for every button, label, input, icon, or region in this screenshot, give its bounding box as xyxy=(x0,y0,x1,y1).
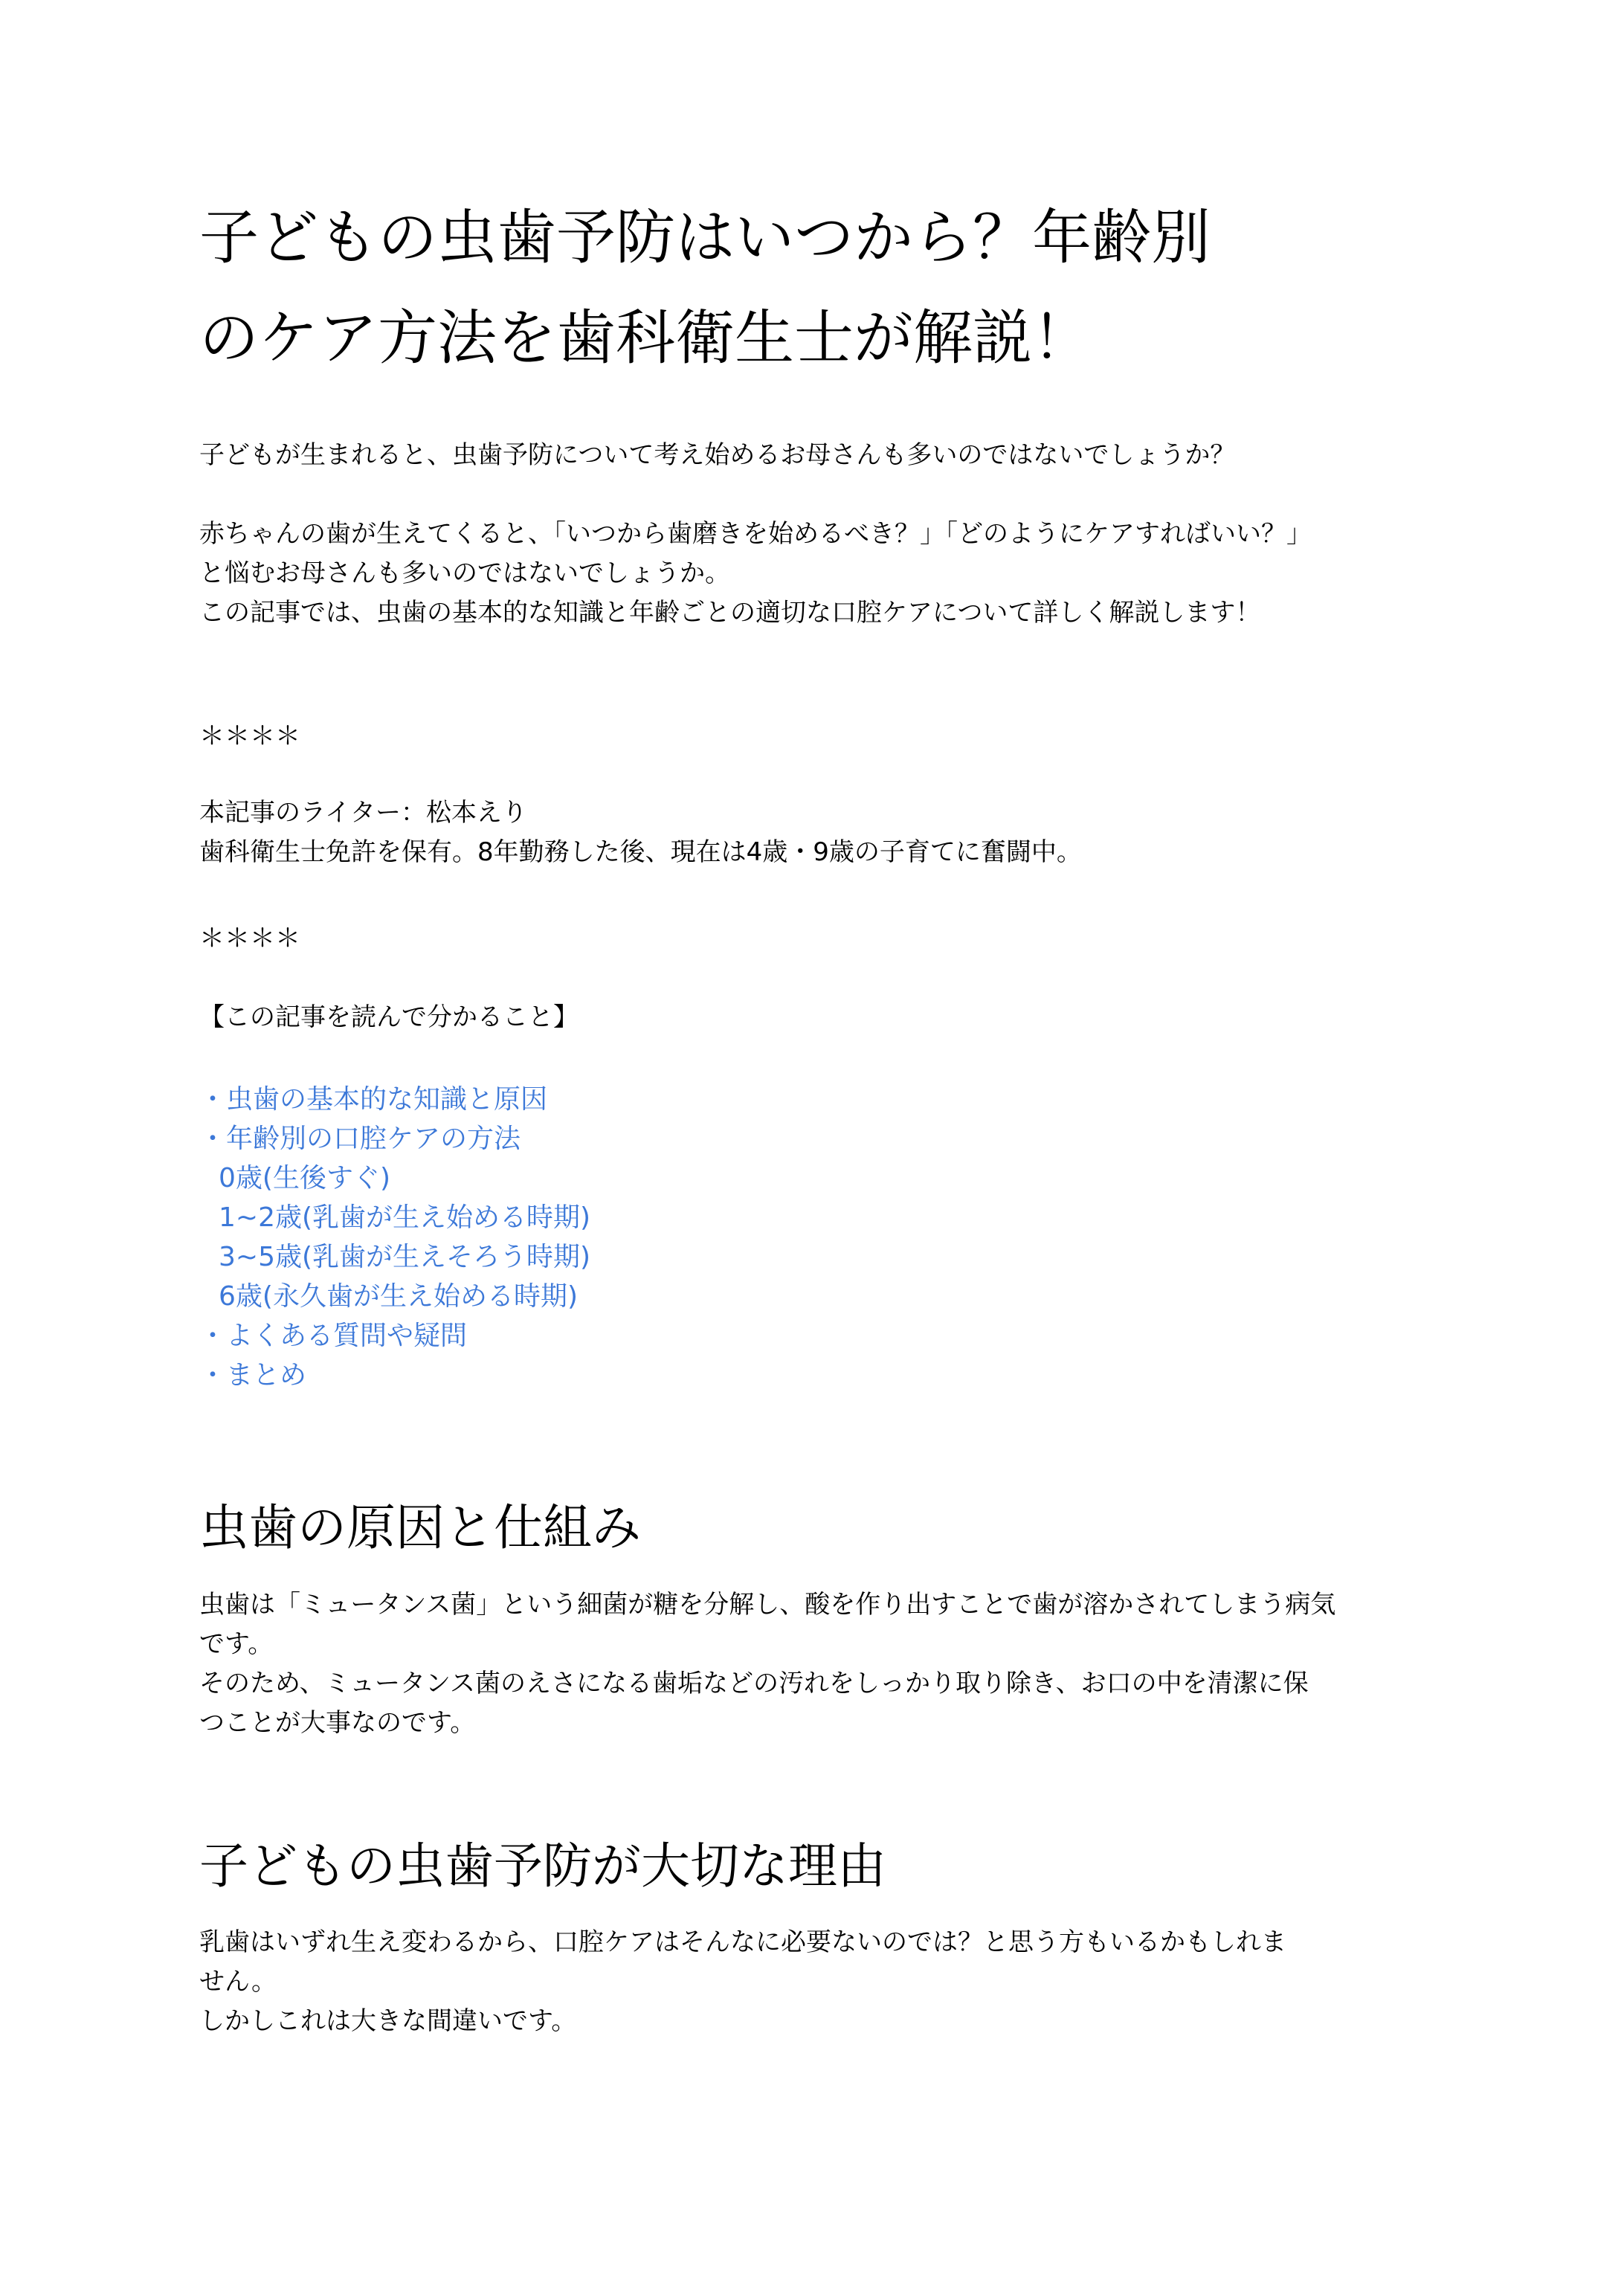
section-heading-importance: 子どもの虫歯予防が大切な理由 xyxy=(199,1837,886,1895)
writer-name: 本記事のライター：松本えり xyxy=(199,798,527,828)
intro-paragraph-1: 子どもが生まれると、虫歯予防について考え始めるお母さんも多いのではないでしょうか？ xyxy=(199,440,1236,470)
section1-line-4: つことが大事なのです。 xyxy=(199,1708,476,1738)
section2-line-3: しかしこれは大きな間違いです。 xyxy=(199,2006,577,2036)
section1-line-2: です。 xyxy=(199,1629,274,1659)
intro-paragraph-2-line-2: と悩むお母さんも多いのではないでしょうか。 xyxy=(199,558,730,588)
separator-1: ＊＊＊＊ xyxy=(199,721,300,751)
toc-link-summary[interactable]: ・まとめ xyxy=(199,1360,307,1391)
page-title-line-1: 子どもの虫歯予防はいつから？年齢別 xyxy=(199,203,1211,272)
toc-link-age-6[interactable]: 6歳(永久歯が生え始める時期) xyxy=(219,1281,578,1312)
writer-bio: 歯科衛生士免許を保有。8年勤務した後、現在は4歳・9歳の子育てに奮闘中。 xyxy=(199,837,1082,867)
section1-line-3: そのため、ミュータンス菌のえさになる歯垢などの汚れをしっかり取り除き、お口の中を清潔に保 xyxy=(199,1669,1309,1698)
page-title-line-2: のケア方法を歯科衛生士が解説！ xyxy=(199,303,1092,373)
toc-link-cavity-basics[interactable]: ・虫歯の基本的な知識と原因 xyxy=(199,1084,548,1115)
toc-link-age-3-5[interactable]: 3~5歳(乳歯が生えそろう時期) xyxy=(219,1242,591,1272)
toc-link-faq[interactable]: ・よくある質問や疑問 xyxy=(199,1321,468,1351)
toc-link-age-0[interactable]: 0歳(生後すぐ) xyxy=(219,1163,390,1193)
section2-line-2: せん。 xyxy=(199,1967,277,1997)
toc-link-age-1-2[interactable]: 1~2歳(乳歯が生え始める時期) xyxy=(219,1202,591,1233)
intro-paragraph-2-line-3: この記事では、虫歯の基本的な知識と年齢ごとの適切な口腔ケアについて詳しく解説します！ xyxy=(199,598,1261,628)
toc-heading: 【この記事を読んで分かること】 xyxy=(199,1002,579,1032)
toc-link-care-by-age[interactable]: ・年齢別の口腔ケアの方法 xyxy=(199,1124,521,1154)
separator-2: ＊＊＊＊ xyxy=(199,924,300,953)
section2-line-1: 乳歯はいずれ生え変わるから、口腔ケアはそんなに必要ないのでは？と思う方もいるかもしれま xyxy=(199,1927,1286,1957)
section1-line-1: 虫歯は「ミュータンス菌」という細菌が糖を分解し、酸を作り出すことで歯が溶かされてしまう病気 xyxy=(199,1590,1336,1620)
section-heading-causes: 虫歯の原因と仕組み xyxy=(199,1499,641,1556)
intro-paragraph-2-line-1: 赤ちゃんの歯が生えてくると、「いつから歯磨きを始めるべき？」「どのようにケアすればいい？」 xyxy=(199,519,1312,549)
